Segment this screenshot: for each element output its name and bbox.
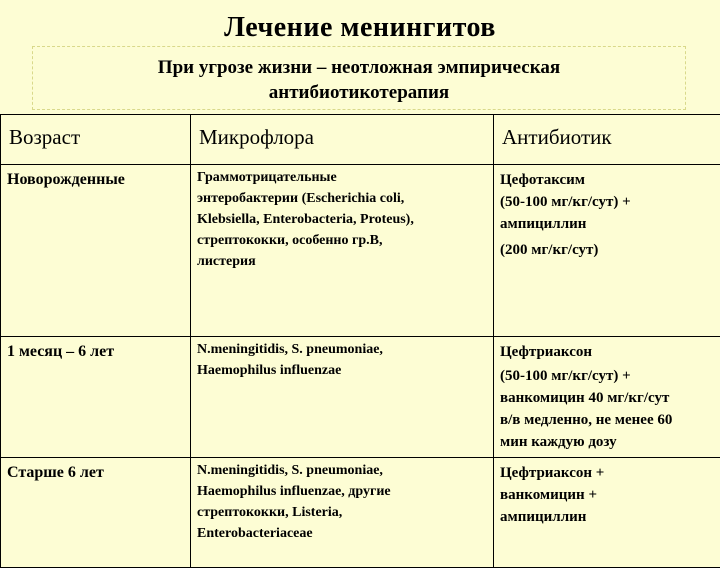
table-header-row [1, 115, 720, 165]
text-line: мин каждую дозу [500, 431, 714, 453]
table-row [1, 458, 720, 568]
subtitle-box [32, 46, 686, 110]
cell-microflora [191, 165, 494, 337]
text-line: ванкомицин + [500, 484, 714, 506]
cell-microflora [191, 337, 494, 458]
page-title: Лечение менингитов [0, 12, 720, 44]
cell-antibiotic [494, 165, 720, 337]
cell-age: Старше 6 лет [1, 458, 191, 568]
text-line: N.meningitidis, S. pneumoniae, [197, 460, 487, 481]
subtitle-line-2: антибиотикотерапия [33, 80, 685, 105]
treatment-table [0, 114, 720, 568]
cell-antibiotic [494, 337, 720, 458]
text-line: стрептококки, Listeria, [197, 502, 487, 523]
text-line: энтеробактерии (Escherichia coli, [197, 188, 487, 209]
header-antibiotic: Антибиотик [494, 115, 720, 165]
cell-age: Новорожденные [1, 165, 191, 337]
text-line: Цефотаксим [500, 169, 714, 191]
text-line: N.meningitidis, S. pneumoniae, [197, 339, 487, 360]
table-row [1, 165, 720, 337]
cell-age: 1 месяц – 6 лет [1, 337, 191, 458]
cell-antibiotic [494, 458, 720, 568]
text-line: Цефтриаксон + [500, 462, 714, 484]
text-line: (50-100 мг/кг/сут) + [500, 365, 714, 387]
text-line: ампициллин [500, 506, 714, 528]
text-line: Haemophilus influenzae, другие [197, 481, 487, 502]
text-line: стрептококки, особенно гр.В, [197, 230, 487, 251]
subtitle-line-1: При угрозе жизни – неотложная эмпирическая [33, 55, 685, 80]
header-age: Возраст [1, 115, 191, 165]
text-line: ампициллин [500, 213, 714, 235]
text-line: ванкомицин 40 мг/кг/сут [500, 387, 714, 409]
header-microflora: Микрофлора [191, 115, 494, 165]
text-line: (50-100 мг/кг/сут) + [500, 191, 714, 213]
text-line: (200 мг/кг/сут) [500, 239, 714, 261]
text-line: Haemophilus influenzae [197, 360, 487, 381]
cell-microflora [191, 458, 494, 568]
text-line: Граммотрицательные [197, 167, 487, 188]
text-line: Enterobacteriaceae [197, 523, 487, 544]
text-line: в/в медленно, не менее 60 [500, 409, 714, 431]
table-row [1, 337, 720, 458]
text-line: Цефтриаксон [500, 341, 714, 363]
text-line: листерия [197, 251, 487, 272]
text-line: Klebsiella, Enterobacteria, Proteus), [197, 209, 487, 230]
